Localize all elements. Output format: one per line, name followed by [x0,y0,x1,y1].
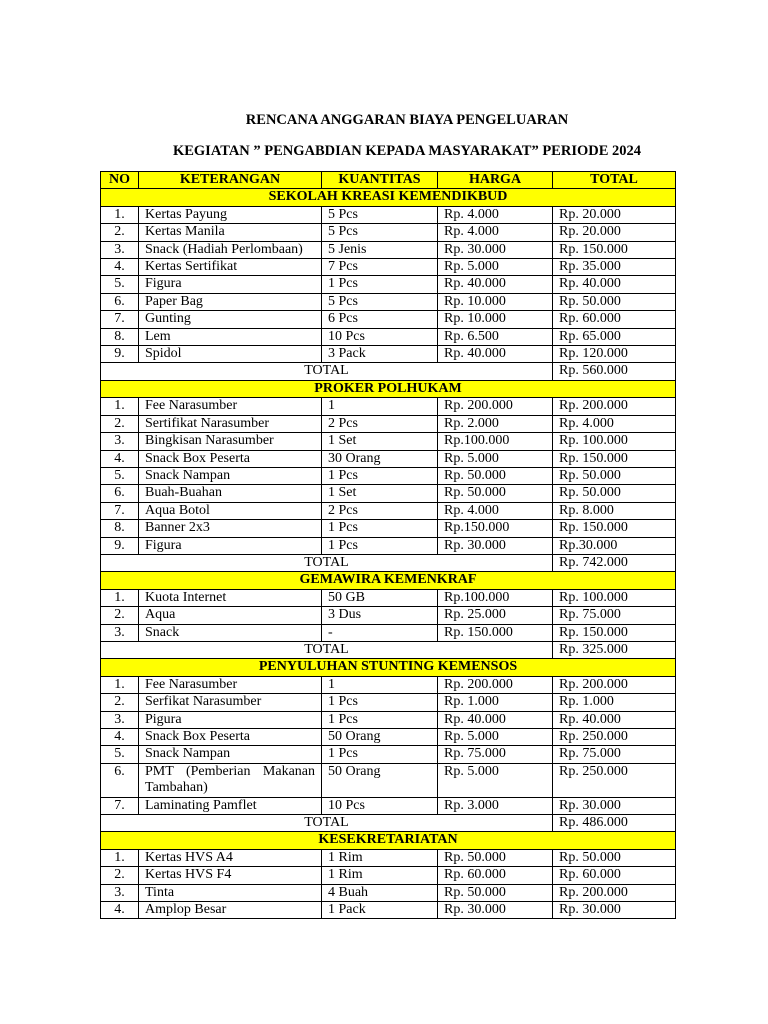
row-keterangan: Kertas HVS F4 [139,867,322,884]
row-no: 8. [101,520,139,537]
row-harga: Rp. 4.000 [438,206,553,223]
table-row [101,694,676,711]
table-row [101,398,676,415]
row-kuantitas: 50 GB [322,589,438,606]
row-keterangan: Snack Box Peserta [139,450,322,467]
row-kuantitas: 2 Pcs [322,502,438,519]
row-total: Rp. 250.000 [553,763,676,797]
row-total: Rp. 8.000 [553,502,676,519]
total-value: Rp. 742.000 [553,554,676,571]
row-kuantitas: 1 Pcs [322,694,438,711]
row-total: Rp. 30.000 [553,902,676,919]
row-harga: Rp. 2.000 [438,415,553,432]
row-no: 1. [101,589,139,606]
row-total: Rp. 50.000 [553,293,676,310]
row-keterangan: Fee Narasumber [139,398,322,415]
section-total-row [101,363,676,380]
table-row [101,241,676,258]
document-title: RENCANA ANGGARAN BIAYA PENGELUARAN [245,112,569,128]
row-no: 4. [101,450,139,467]
row-harga: Rp. 4.000 [438,224,553,241]
row-harga: Rp. 40.000 [438,711,553,728]
row-no: 4. [101,729,139,746]
row-keterangan: Fee Narasumber [139,676,322,693]
row-kuantitas: 7 Pcs [322,259,438,276]
table-row [101,293,676,310]
row-no: 7. [101,797,139,814]
table-row [101,607,676,624]
row-keterangan: Snack Nampan [139,467,322,484]
row-total: Rp. 120.000 [553,346,676,363]
row-no: 5. [101,746,139,763]
row-no: 1. [101,398,139,415]
row-keterangan: Aqua Botol [139,502,322,519]
row-total: Rp. 20.000 [553,206,676,223]
section-title: SEKOLAH KREASI KEMENDIKBUD [101,189,676,206]
row-no: 2. [101,415,139,432]
row-no: 9. [101,346,139,363]
header-total: TOTAL [553,172,676,189]
row-no: 3. [101,711,139,728]
row-keterangan: Aqua [139,607,322,624]
row-no: 4. [101,902,139,919]
row-kuantitas: 1 Set [322,433,438,450]
table-row [101,884,676,901]
row-keterangan: Tinta [139,884,322,901]
row-harga: Rp. 200.000 [438,676,553,693]
row-harga: Rp. 60.000 [438,867,553,884]
row-harga: Rp. 25.000 [438,607,553,624]
row-harga: Rp. 30.000 [438,902,553,919]
table-row [101,311,676,328]
row-kuantitas: 1 Rim [322,849,438,866]
row-no: 9. [101,537,139,554]
row-keterangan: Bingkisan Narasumber [139,433,322,450]
row-kuantitas: - [322,624,438,641]
header-keterangan: KETERANGAN [139,172,322,189]
section-total-row [101,641,676,658]
header-kuantitas: KUANTITAS [322,172,438,189]
table-row [101,520,676,537]
total-label: TOTAL [101,554,553,571]
row-total: Rp. 30.000 [553,797,676,814]
row-keterangan: Figura [139,276,322,293]
row-kuantitas: 3 Pack [322,346,438,363]
table-row [101,467,676,484]
row-harga: Rp. 1.000 [438,694,553,711]
table-row [101,346,676,363]
row-kuantitas: 10 Pcs [322,328,438,345]
row-no: 3. [101,241,139,258]
row-keterangan: Pigura [139,711,322,728]
row-keterangan: Paper Bag [139,293,322,310]
row-harga: Rp.100.000 [438,433,553,450]
row-harga: Rp.100.000 [438,589,553,606]
section-title: PROKER POLHUKAM [101,380,676,397]
row-no: 1. [101,676,139,693]
row-total: Rp. 250.000 [553,729,676,746]
section-title: PENYULUHAN STUNTING KEMENSOS [101,659,676,676]
row-harga: Rp. 10.000 [438,293,553,310]
row-kuantitas: 1 [322,398,438,415]
row-harga: Rp. 10.000 [438,311,553,328]
row-keterangan: Laminating Pamflet [139,797,322,814]
document-subtitle: KEGIATAN ” PENGABDIAN KEPADA MASYARAKAT” PERIODE 2024 [172,143,642,159]
row-total: Rp. 40.000 [553,711,676,728]
row-keterangan: Lem [139,328,322,345]
table-row [101,328,676,345]
row-kuantitas: 1 Pcs [322,537,438,554]
table-row [101,867,676,884]
row-total: Rp. 60.000 [553,311,676,328]
total-label: TOTAL [101,815,553,832]
section-title: KESEKRETARIATAN [101,832,676,849]
row-total: Rp. 50.000 [553,467,676,484]
row-total: Rp. 150.000 [553,450,676,467]
row-harga: Rp. 200.000 [438,398,553,415]
header-harga: HARGA [438,172,553,189]
row-no: 6. [101,293,139,310]
header-no: NO [101,172,139,189]
row-harga: Rp. 30.000 [438,537,553,554]
section-total-row [101,815,676,832]
table-row [101,450,676,467]
row-no: 2. [101,607,139,624]
table-header-row [101,172,676,189]
section-header-row [101,189,676,206]
table-row [101,711,676,728]
row-no: 6. [101,485,139,502]
row-no: 1. [101,849,139,866]
row-total: Rp. 40.000 [553,276,676,293]
row-no: 5. [101,276,139,293]
budget-table [100,171,676,919]
row-harga: Rp. 5.000 [438,450,553,467]
table-row [101,206,676,223]
row-harga: Rp. 6.500 [438,328,553,345]
row-no: 7. [101,311,139,328]
row-kuantitas: 30 Orang [322,450,438,467]
table-row [101,502,676,519]
row-keterangan: Buah-Buahan [139,485,322,502]
row-kuantitas: 50 Orang [322,729,438,746]
row-harga: Rp. 5.000 [438,259,553,276]
row-kuantitas: 1 Rim [322,867,438,884]
row-harga: Rp. 50.000 [438,485,553,502]
row-kuantitas: 1 Pcs [322,711,438,728]
row-keterangan: Serfikat Narasumber [139,694,322,711]
row-keterangan: Kertas Sertifikat [139,259,322,276]
row-total: Rp. 50.000 [553,485,676,502]
row-kuantitas: 1 Pcs [322,520,438,537]
row-keterangan: Sertifikat Narasumber [139,415,322,432]
table-row [101,224,676,241]
row-kuantitas: 4 Buah [322,884,438,901]
row-no: 3. [101,884,139,901]
row-total: Rp.30.000 [553,537,676,554]
table-row [101,902,676,919]
section-header-row [101,380,676,397]
row-kuantitas: 5 Pcs [322,206,438,223]
row-total: Rp. 65.000 [553,328,676,345]
row-kuantitas: 1 Set [322,485,438,502]
row-no: 5. [101,467,139,484]
row-keterangan: PMT (Pemberian Makanan Tambahan) [139,763,322,797]
table-row [101,849,676,866]
section-title: GEMAWIRA KEMENKRAF [101,572,676,589]
row-no: 2. [101,224,139,241]
row-kuantitas: 5 Pcs [322,293,438,310]
section-header-row [101,832,676,849]
table-row [101,259,676,276]
total-value: Rp. 486.000 [553,815,676,832]
row-kuantitas: 2 Pcs [322,415,438,432]
total-value: Rp. 325.000 [553,641,676,658]
row-harga: Rp. 40.000 [438,346,553,363]
row-total: Rp. 1.000 [553,694,676,711]
row-total: Rp. 60.000 [553,867,676,884]
section-header-row [101,572,676,589]
row-total: Rp. 200.000 [553,676,676,693]
table-row [101,485,676,502]
row-kuantitas: 50 Orang [322,763,438,797]
table-row [101,746,676,763]
row-no: 1. [101,206,139,223]
row-kuantitas: 5 Jenis [322,241,438,258]
row-total: Rp. 200.000 [553,884,676,901]
table-row [101,276,676,293]
row-keterangan: Snack Box Peserta [139,729,322,746]
row-kuantitas: 6 Pcs [322,311,438,328]
row-keterangan: Kertas Manila [139,224,322,241]
table-row [101,797,676,814]
row-keterangan: Amplop Besar [139,902,322,919]
table-row [101,624,676,641]
row-total: Rp. 50.000 [553,849,676,866]
table-row [101,589,676,606]
row-no: 3. [101,433,139,450]
total-label: TOTAL [101,363,553,380]
row-keterangan: Kertas HVS A4 [139,849,322,866]
row-kuantitas: 10 Pcs [322,797,438,814]
row-total: Rp. 20.000 [553,224,676,241]
row-harga: Rp. 5.000 [438,729,553,746]
row-kuantitas: 1 Pcs [322,276,438,293]
row-total: Rp. 4.000 [553,415,676,432]
row-total: Rp. 150.000 [553,241,676,258]
row-no: 2. [101,867,139,884]
row-kuantitas: 1 Pack [322,902,438,919]
row-harga: Rp. 50.000 [438,884,553,901]
row-keterangan: Snack Nampan [139,746,322,763]
row-kuantitas: 1 Pcs [322,746,438,763]
row-harga: Rp. 150.000 [438,624,553,641]
row-no: 4. [101,259,139,276]
section-header-row [101,659,676,676]
table-body [101,189,676,919]
row-total: Rp. 75.000 [553,746,676,763]
row-kuantitas: 1 Pcs [322,467,438,484]
row-total: Rp. 200.000 [553,398,676,415]
section-total-row [101,554,676,571]
row-keterangan: Spidol [139,346,322,363]
table-row [101,729,676,746]
row-total: Rp. 100.000 [553,433,676,450]
total-label: TOTAL [101,641,553,658]
row-keterangan: Banner 2x3 [139,520,322,537]
row-no: 6. [101,763,139,797]
row-harga: Rp. 30.000 [438,241,553,258]
row-total: Rp. 100.000 [553,589,676,606]
row-total: Rp. 150.000 [553,624,676,641]
row-kuantitas: 3 Dus [322,607,438,624]
row-harga: Rp. 40.000 [438,276,553,293]
row-no: 3. [101,624,139,641]
row-harga: Rp. 75.000 [438,746,553,763]
row-harga: Rp. 50.000 [438,467,553,484]
row-kuantitas: 5 Pcs [322,224,438,241]
row-no: 2. [101,694,139,711]
total-value: Rp. 560.000 [553,363,676,380]
table-row [101,763,676,797]
row-keterangan: Kuota Internet [139,589,322,606]
row-total: Rp. 150.000 [553,520,676,537]
table-row [101,433,676,450]
row-harga: Rp. 3.000 [438,797,553,814]
row-keterangan: Gunting [139,311,322,328]
row-keterangan: Figura [139,537,322,554]
row-no: 7. [101,502,139,519]
row-harga: Rp. 50.000 [438,849,553,866]
row-keterangan: Kertas Payung [139,206,322,223]
table-row [101,537,676,554]
row-no: 8. [101,328,139,345]
row-harga: Rp.150.000 [438,520,553,537]
row-harga: Rp. 5.000 [438,763,553,797]
table-row [101,676,676,693]
table-row [101,415,676,432]
row-kuantitas: 1 [322,676,438,693]
row-harga: Rp. 4.000 [438,502,553,519]
row-total: Rp. 35.000 [553,259,676,276]
row-keterangan: Snack (Hadiah Perlombaan) [139,241,322,258]
row-total: Rp. 75.000 [553,607,676,624]
row-keterangan: Snack [139,624,322,641]
